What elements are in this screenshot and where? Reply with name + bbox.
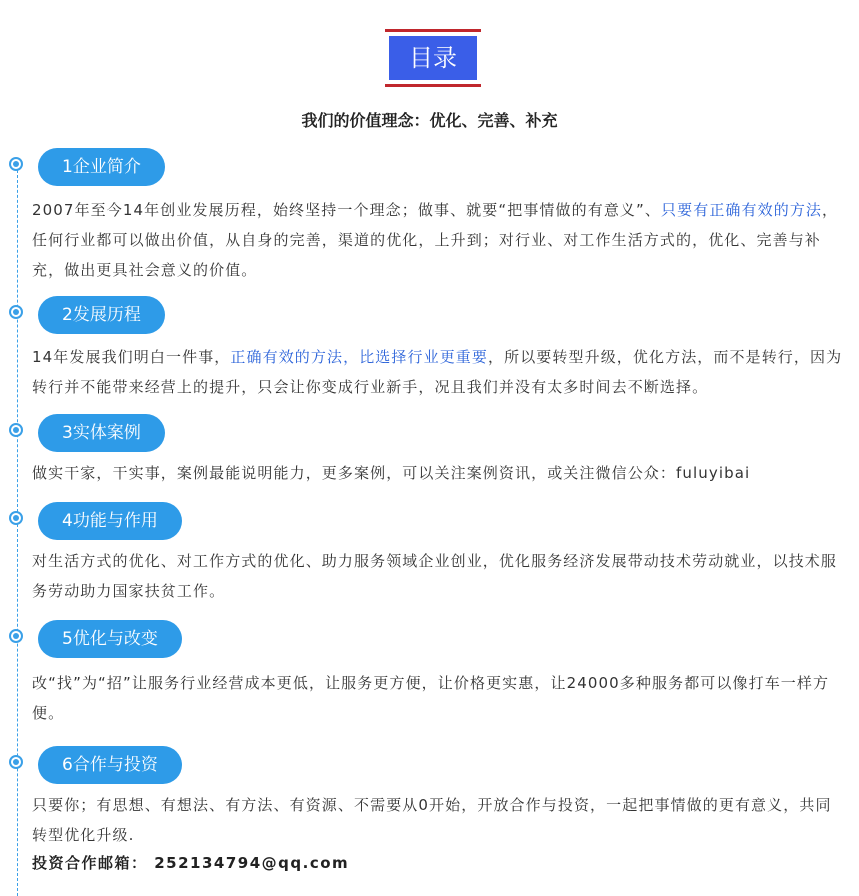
section-1-text-end: ，任何行业都可以做出价值，从自身的完善，渠道的优化，上升到；对行业、对工作生活方式的，优化、完善与补充，做出更具社会意义的价值。	[32, 201, 839, 279]
section-3-text: 做实干家，干实事，案例最能说明能力，更多案例，可以关注案例资讯，或关注微信公众：fuluyibai	[32, 464, 751, 482]
section-6-heading: 6合作与投资	[38, 746, 182, 784]
title-bottom-bar	[385, 84, 481, 87]
section-2-text	[32, 342, 847, 402]
section-6-text: 只要你；有思想、有想法、有方法、有资源、不需要从0开始，开放合作与投资，一起把事情做的更有意义，共同转型优化升级.	[32, 796, 832, 844]
section-2-text-end: ，所以要转型升级，优化方法，而不是转行，因为转行并不能带来经营上的提升，只会让你变成行业新手，况且我们并没有太多时间去不断选择。	[32, 348, 843, 396]
section-1-link[interactable]: 只要有正确有效的方法	[661, 201, 823, 219]
section-4-text: 对生活方式的优化、对工作方式的优化、助力服务领域企业创业，优化服务经济发展带动技术劳动就业，以技术服务劳动助力国家扶贫工作。	[32, 552, 838, 600]
section-2-text-start: 14年发展我们明白一件事，	[32, 348, 231, 366]
section-1-text-start: 2007年至今14年创业发展历程，始终坚持一个理念；做事、就要“把事情做的有意义”、	[32, 201, 662, 219]
timeline-dot-icon	[9, 511, 23, 525]
section-4-heading: 4功能与作用	[38, 502, 182, 540]
section-1-text	[32, 195, 847, 285]
section-5-text: 改“找”为“招”让服务行业经营成本更低，让服务更方便，让价格更实惠，让24000多种服务都可以像打车一样方便。	[32, 674, 830, 722]
page-title: 目录	[389, 36, 477, 80]
timeline-line	[17, 160, 18, 896]
section-2-heading: 2发展历程	[38, 296, 165, 334]
section-5-heading: 5优化与改变	[38, 620, 182, 658]
timeline-dot-icon	[9, 305, 23, 319]
timeline-dot-icon	[9, 629, 23, 643]
section-1-heading: 1企业简介	[38, 148, 165, 186]
timeline-dot-icon	[9, 157, 23, 171]
section-2-link[interactable]: 正确有效的方法，比选择行业更重要	[230, 348, 488, 366]
section-3-heading: 3实体案例	[38, 414, 165, 452]
toc-title-box	[385, 29, 481, 87]
timeline-dot-icon	[9, 755, 23, 769]
title-top-bar	[385, 29, 481, 32]
timeline-dot-icon	[9, 423, 23, 437]
investment-email: 投资合作邮箱： 252134794@qq.com	[32, 854, 350, 872]
page-subtitle: 我们的价值理念：优化、完善、补充	[301, 111, 558, 130]
